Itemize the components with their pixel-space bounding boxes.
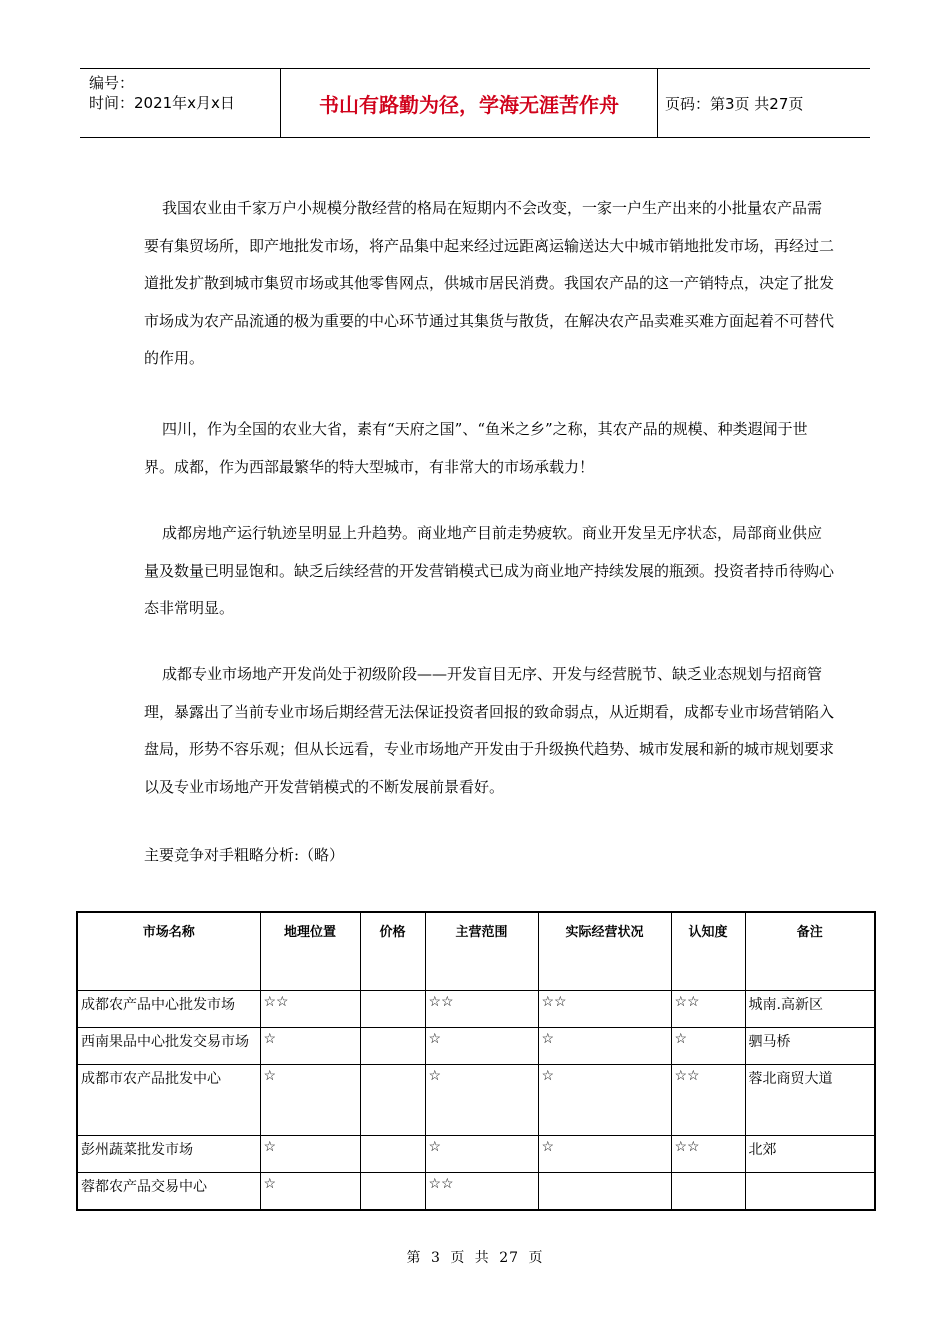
document-date-label: 时间：2021年x月x日 — [89, 94, 235, 112]
header-meta — [80, 69, 280, 137]
cell-market-name: 蓉都农产品交易中心 — [77, 1173, 260, 1211]
footer-di: 第 — [406, 1250, 422, 1266]
cell-price — [360, 1028, 425, 1065]
cell-location: ☆ — [260, 1136, 360, 1173]
cell-market-name: 彭州蔬菜批发市场 — [77, 1136, 260, 1173]
cell-market-name: 成都市农产品批发中心 — [77, 1065, 260, 1136]
footer-gong: 共 — [474, 1250, 490, 1266]
cell-operation-status: ☆ — [538, 1136, 671, 1173]
table-row — [77, 991, 875, 1028]
cell-operation-status: ☆ — [538, 1028, 671, 1065]
cell-price — [360, 1065, 425, 1136]
cell-market-name: 成都农产品中心批发市场 — [77, 991, 260, 1028]
footer-page-number: 3 — [430, 1250, 441, 1266]
header-motto: 书山有路勤为径，学海无涯苦作舟 — [319, 92, 619, 117]
paragraph-sichuan: 四川，作为全国的农业大省，素有“天府之国”、“鱼米之乡”之称，其农产品的规模、种类遐闻于世界。成都，作为西部最繁华的特大型城市，有非常大的市场承载力！ — [144, 420, 808, 476]
cell-remarks: 北郊 — [745, 1136, 875, 1173]
header-recognition: 认知度 — [671, 912, 745, 991]
header-remarks: 备注 — [745, 912, 875, 991]
page-footer — [0, 1247, 950, 1267]
cell-operation-status: ☆☆ — [538, 991, 671, 1028]
table-intro: 主要竞争对手粗略分析:（略） — [144, 846, 345, 864]
cell-remarks — [745, 1173, 875, 1211]
cell-remarks: 城南.高新区 — [745, 991, 875, 1028]
header-page-label: 页码：第3页 共27页 — [665, 94, 804, 113]
cell-price — [360, 1173, 425, 1211]
header-operation-status: 实际经营状况 — [538, 912, 671, 991]
cell-location: ☆☆ — [260, 991, 360, 1028]
footer-total-pages: 27 — [499, 1250, 520, 1266]
cell-main-business: ☆☆ — [425, 991, 538, 1028]
header-main-business: 主营范围 — [425, 912, 538, 991]
competitor-table — [76, 911, 876, 1211]
cell-recognition — [671, 1173, 745, 1211]
cell-main-business: ☆ — [425, 1065, 538, 1136]
cell-main-business: ☆ — [425, 1136, 538, 1173]
header-motto-cell — [280, 69, 658, 137]
paragraph-specialized-market: 成都专业市场地产开发尚处于初级阶段——开发盲目无序、开发与经营脱节、缺乏业态规划与招商管理，暴露出了当前专业市场后期经营无法保证投资者回报的致命弱点，从近期看，成都专业市场营销陷入盘局，形势不容乐观；但从长远看，专业市场地产开发由于升级换代趋势、城市发展和新的城市规划要求以及专业市场地产开发营销模式的不断发展前景看好。 — [144, 665, 835, 796]
cell-operation-status — [538, 1173, 671, 1211]
cell-recognition: ☆☆ — [671, 1136, 745, 1173]
cell-operation-status: ☆ — [538, 1065, 671, 1136]
cell-market-name: 西南果品中心批发交易市场 — [77, 1028, 260, 1065]
cell-remarks: 驷马桥 — [745, 1028, 875, 1065]
cell-recognition: ☆☆ — [671, 991, 745, 1028]
page-header — [80, 68, 870, 138]
cell-location: ☆ — [260, 1028, 360, 1065]
paragraph-agriculture: 我国农业由千家万户小规模分散经营的格局在短期内不会改变，一家一户生产出来的小批量农产品需要有集贸场所，即产地批发市场，将产品集中起来经过远距离运输送达大中城市销地批发市场，再经过二道批发扩散到城市集贸市场或其他零售网点，供城市居民消费。我国农产品的这一产销特点，决定了批发市场成为农产品流通的极为重要的中心环节通过其集货与散货，在解决农产品卖难买难方面起着不可替代的作用。 — [144, 199, 835, 367]
document-number-label: 编号： — [89, 74, 135, 92]
header-price: 价格 — [360, 912, 425, 991]
paragraph-chengdu-real-estate: 成都房地产运行轨迹呈明显上升趋势。商业地产目前走势疲软。商业开发呈无序状态，局部商业供应量及数量已明显饱和。缺乏后续经营的开发营销模式已成为商业地产持续发展的瓶颈。投资者持币待购心态非常明显。 — [144, 524, 835, 617]
table-header-row — [77, 912, 875, 991]
cell-recognition: ☆☆ — [671, 1065, 745, 1136]
table-row — [77, 1028, 875, 1065]
cell-location: ☆ — [260, 1173, 360, 1211]
header-market-name: 市场名称 — [77, 912, 260, 991]
cell-location: ☆ — [260, 1065, 360, 1136]
cell-main-business: ☆ — [425, 1028, 538, 1065]
cell-main-business: ☆☆ — [425, 1173, 538, 1211]
footer-ye: 页 — [450, 1250, 466, 1266]
table-row — [77, 1136, 875, 1173]
table-row — [77, 1065, 875, 1136]
cell-remarks: 蓉北商贸大道 — [745, 1065, 875, 1136]
table-row — [77, 1173, 875, 1211]
cell-recognition: ☆ — [671, 1028, 745, 1065]
header-location: 地理位置 — [260, 912, 360, 991]
footer-ye2: 页 — [528, 1250, 544, 1266]
cell-price — [360, 991, 425, 1028]
cell-price — [360, 1136, 425, 1173]
